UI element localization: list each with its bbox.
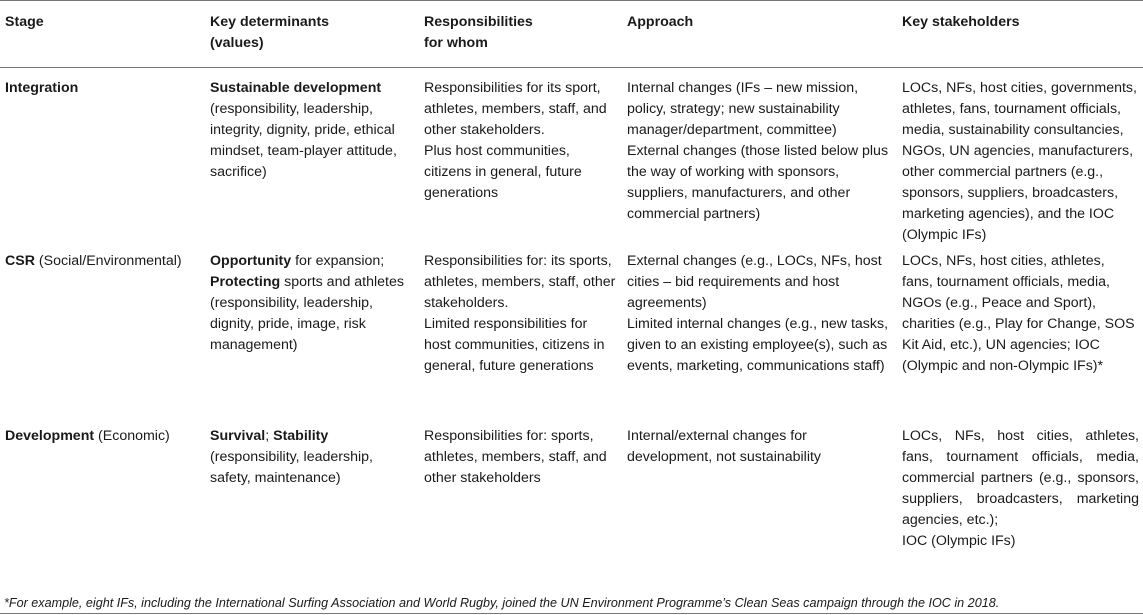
cell-key-stakeholders: LOCs, NFs, host cities, athletes, fans, tournament officials, media, NGOs (e.g., Peace and Sport), charities (e.g., Play for Change, SOS Kit Aid, etc.), UN agencies; IOC (Olympic and non-Olympic IFs)*	[902, 252, 1135, 374]
cell-responsibilities: Responsibilities for: its sports, athletes, members, staff, other stakeholders. Limited responsibilities for host communities, citizens in general, future generations	[424, 252, 616, 374]
cell-stage: CSR (Social/Environmental)	[5, 252, 182, 269]
cell-key-determinants: Opportunity for expansion; Protecting sports and athletes (responsibility, leadership, dignity, pride, image, risk management)	[210, 252, 404, 353]
cell-key-determinants: Survival; Stability (responsibility, leadership, safety, maintenance)	[204, 426, 418, 614]
header-stage: Stage	[0, 1, 204, 68]
table-row-development	[0, 426, 1143, 614]
cell-approach: External changes (e.g., LOCs, NFs, host cities – bid requirements and host agreements) Limited internal changes (e.g., new tasks, given to an existing employee(s), such as events, marketing, communications staff)	[627, 252, 889, 374]
cell-responsibilities: Responsibilities for its sport, athletes, members, staff, and other stakeholders. Plus host communities, citizens in general, future generations	[424, 80, 607, 201]
header-row	[0, 1, 1143, 68]
table-row-integration	[0, 68, 1143, 251]
header-approach: Approach	[621, 1, 896, 68]
cell-key-stakeholders: LOCs, NFs, host cities, athletes, fans, tournament officials, media, commercial partners (e.g., sponsors, suppliers, broadcasters, marketing agencies, etc.); IOC (Olympic IFs)	[896, 426, 1143, 614]
table-row-csr	[0, 251, 1143, 426]
cell-key-stakeholders: LOCs, NFs, host cities, governments, athletes, fans, tournament officials, media, sustainability consultancies, NGOs, UN agencies, manufacturers, other commercial partners (e.g., sponsors, suppliers, broadcasters, marketing agencies), and the IOC (Olympic IFs)	[902, 80, 1137, 243]
table-footnote: *For example, eight IFs, including the International Surfing Association and World Rugby, joined the UN Environment Programme’s Clean Seas campaign through the IOC in 2018.	[4, 596, 1000, 610]
cell-stage: Development (Economic)	[0, 426, 204, 614]
cell-approach: Internal/external changes for development, not sustainability	[621, 426, 896, 614]
header-key-stakeholders: Key stakeholders	[896, 1, 1143, 68]
cell-stage: Integration	[5, 80, 79, 96]
cell-approach: Internal changes (IFs – new mission, policy, strategy; new sustainability manager/department, committee) External changes (those listed below plus the way of working with sponsors, suppliers, manufacturers, and other commercial partners)	[627, 80, 889, 222]
header-key-determinants: Key determinants (values)	[204, 1, 418, 68]
header-responsibilities: Responsibilities for whom	[418, 1, 621, 68]
cell-responsibilities: Responsibilities for: sports, athletes, members, staff, and other stakeholders	[418, 426, 621, 614]
cell-key-determinants: Sustainable development (responsibility, leadership, integrity, dignity, pride, ethical mindset, team-player attitude, sacrifice)	[210, 80, 397, 180]
